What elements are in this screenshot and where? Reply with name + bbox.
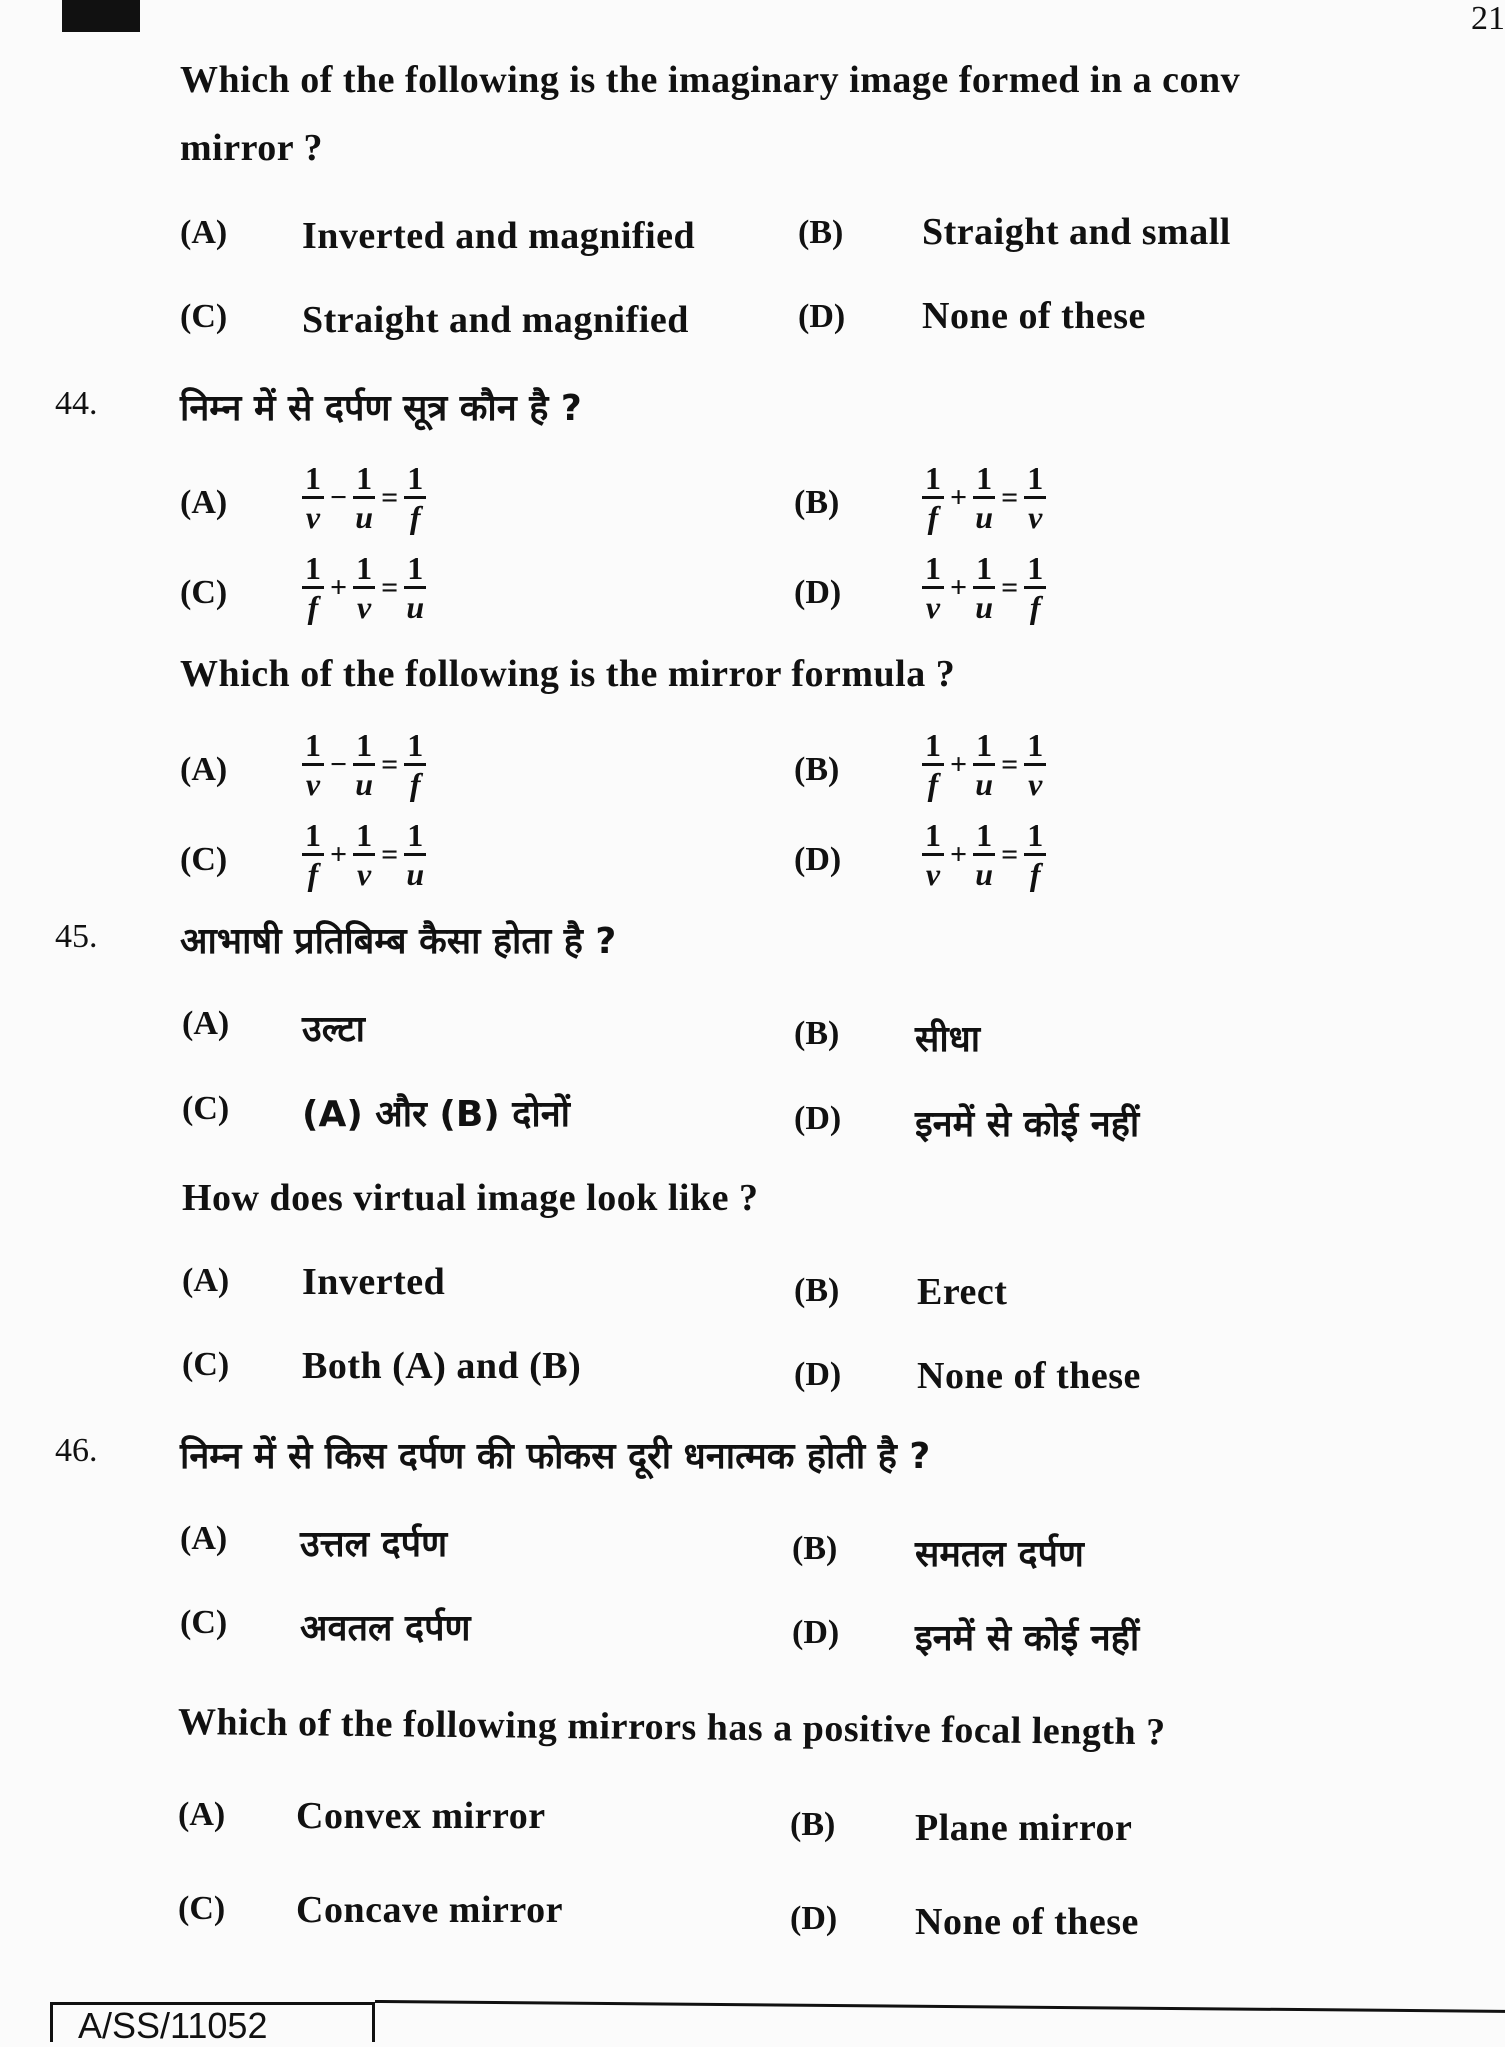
fraction xyxy=(302,462,324,533)
numerator: 1 xyxy=(353,819,375,856)
option-label: (B) xyxy=(794,1272,840,1309)
option-label: (B) xyxy=(794,751,840,788)
option-label: (A) xyxy=(180,751,228,788)
option-label: (A) xyxy=(182,1262,230,1299)
fraction xyxy=(353,729,375,800)
denominator: v xyxy=(305,499,321,535)
option-text: सीधा xyxy=(915,1019,981,1060)
denominator: f xyxy=(1029,589,1041,625)
numerator: 1 xyxy=(353,729,375,766)
operator: + xyxy=(950,570,968,604)
option-label: (A) xyxy=(178,1796,226,1833)
operator: = xyxy=(381,570,399,604)
operator: − xyxy=(330,480,348,514)
denominator: u xyxy=(406,856,425,892)
option-text: None of these xyxy=(915,1901,1139,1943)
denominator: u xyxy=(406,589,425,625)
operator: − xyxy=(330,747,348,781)
option-text: None of these xyxy=(922,295,1146,337)
numerator: 1 xyxy=(1024,552,1046,589)
option-label: (A) xyxy=(180,214,228,251)
denominator: u xyxy=(975,589,993,625)
fraction xyxy=(922,819,944,890)
question-text: How does virtual image look like ? xyxy=(182,1177,759,1219)
denominator: f xyxy=(1029,856,1041,892)
operator: = xyxy=(381,747,399,781)
numerator: 1 xyxy=(973,819,995,856)
option-text: उल्टा xyxy=(302,1009,365,1050)
option-text: अवतल दर्पण xyxy=(300,1608,471,1649)
question-number: 44. xyxy=(55,385,98,422)
option-label: (C) xyxy=(180,1604,228,1641)
option-text: Both (A) and (B) xyxy=(302,1345,582,1387)
denominator: u xyxy=(355,766,373,802)
numerator: 1 xyxy=(404,729,426,766)
option-label: (B) xyxy=(790,1806,836,1843)
numerator: 1 xyxy=(922,462,944,499)
fraction xyxy=(404,552,426,623)
numerator: 1 xyxy=(404,462,426,499)
operator: = xyxy=(381,480,399,514)
fraction xyxy=(1024,819,1046,890)
option-text: Straight and magnified xyxy=(302,299,689,341)
option-text: समतल दर्पण xyxy=(915,1534,1084,1575)
numerator: 1 xyxy=(1024,462,1046,499)
fraction xyxy=(302,552,324,623)
numerator: 1 xyxy=(302,552,324,589)
operator: = xyxy=(1001,747,1019,781)
denominator: v xyxy=(305,766,321,802)
option-label: (C) xyxy=(180,298,228,335)
fraction xyxy=(1024,552,1046,623)
operator: + xyxy=(330,570,348,604)
option-label: (C) xyxy=(182,1346,230,1383)
mirror-formula xyxy=(298,729,430,800)
denominator: f xyxy=(409,499,421,535)
numerator: 1 xyxy=(973,462,995,499)
denominator: v xyxy=(1028,499,1043,535)
question-text: Which of the following mirrors has a positive focal length ? xyxy=(177,1701,1166,1754)
denominator: v xyxy=(357,589,372,625)
question-text-hindi: निम्न में से दर्पण सूत्र कौन है ? xyxy=(180,388,582,429)
option-text: इनमें से कोई नहीं xyxy=(915,1104,1140,1145)
question-text-hindi: निम्न में से किस दर्पण की फोकस दूरी धनात्मक होती है ? xyxy=(180,1436,931,1477)
option-text: उत्तल दर्पण xyxy=(300,1524,448,1565)
option-text: इनमें से कोई नहीं xyxy=(915,1618,1140,1659)
paper-code: A/SS/11052 xyxy=(50,2002,375,2042)
fraction xyxy=(404,729,426,800)
mirror-formula xyxy=(918,729,1050,800)
fraction xyxy=(922,729,944,800)
option-label: (C) xyxy=(180,574,228,611)
operator: + xyxy=(950,747,968,781)
mirror-formula xyxy=(298,462,430,533)
fraction xyxy=(404,819,426,890)
option-label: (B) xyxy=(792,1530,838,1567)
numerator: 1 xyxy=(922,729,944,766)
option-label: (A) xyxy=(180,1520,228,1557)
page-number: 21 xyxy=(1471,0,1505,37)
fraction xyxy=(973,552,995,623)
option-label: (C) xyxy=(178,1890,226,1927)
question-text: mirror ? xyxy=(180,127,323,169)
option-text: Plane mirror xyxy=(915,1807,1133,1849)
numerator: 1 xyxy=(922,819,944,856)
fraction xyxy=(353,462,375,533)
numerator: 1 xyxy=(353,462,375,499)
mirror-formula xyxy=(918,819,1050,890)
operator: + xyxy=(330,837,348,871)
option-label: (B) xyxy=(794,484,840,521)
denominator: f xyxy=(307,856,319,892)
mirror-formula xyxy=(918,552,1050,623)
fraction xyxy=(353,552,375,623)
fraction xyxy=(922,552,944,623)
numerator: 1 xyxy=(404,819,426,856)
option-text: Convex mirror xyxy=(296,1795,546,1837)
option-text: None of these xyxy=(917,1355,1141,1397)
denominator: u xyxy=(975,766,993,802)
option-text: Inverted and magnified xyxy=(302,215,696,257)
option-label: (D) xyxy=(794,1100,842,1137)
numerator: 1 xyxy=(1024,729,1046,766)
numerator: 1 xyxy=(302,819,324,856)
numerator: 1 xyxy=(1024,819,1046,856)
mirror-formula xyxy=(298,819,430,890)
fraction xyxy=(973,462,995,533)
option-label: (A) xyxy=(182,1005,230,1042)
option-label: (D) xyxy=(794,841,842,878)
option-text: Erect xyxy=(917,1271,1008,1313)
mirror-formula xyxy=(918,462,1050,533)
operator: = xyxy=(1001,570,1019,604)
option-label: (B) xyxy=(794,1015,840,1052)
denominator: f xyxy=(927,766,939,802)
operator: = xyxy=(1001,480,1019,514)
fraction xyxy=(973,819,995,890)
denominator: u xyxy=(355,499,373,535)
fraction xyxy=(1024,462,1046,533)
denominator: u xyxy=(975,499,993,535)
option-label: (A) xyxy=(180,484,228,521)
denominator: v xyxy=(357,856,372,892)
operator: = xyxy=(1001,837,1019,871)
option-label: (C) xyxy=(182,1090,230,1127)
numerator: 1 xyxy=(404,552,426,589)
mirror-formula xyxy=(298,552,430,623)
question-text: Which of the following is the mirror formula ? xyxy=(180,653,956,695)
operator: + xyxy=(950,837,968,871)
fraction xyxy=(302,729,324,800)
question-text: Which of the following is the imaginary image formed in a conv xyxy=(180,59,1241,101)
numerator: 1 xyxy=(302,462,324,499)
numerator: 1 xyxy=(922,552,944,589)
option-text: (A) और (B) दोनों xyxy=(302,1094,571,1135)
operator: + xyxy=(950,480,968,514)
denominator: u xyxy=(975,856,993,892)
fraction xyxy=(302,819,324,890)
option-label: (D) xyxy=(798,298,846,335)
numerator: 1 xyxy=(353,552,375,589)
question-number: 46. xyxy=(55,1432,98,1469)
denominator: f xyxy=(409,766,421,802)
fraction xyxy=(1024,729,1046,800)
corner-marker xyxy=(62,0,140,32)
option-text: Concave mirror xyxy=(296,1889,563,1931)
numerator: 1 xyxy=(973,729,995,766)
numerator: 1 xyxy=(302,729,324,766)
option-label: (C) xyxy=(180,841,228,878)
fraction xyxy=(353,819,375,890)
fraction xyxy=(404,462,426,533)
denominator: v xyxy=(925,856,941,892)
numerator: 1 xyxy=(973,552,995,589)
option-label: (B) xyxy=(798,214,844,251)
fraction xyxy=(973,729,995,800)
footer-rule xyxy=(375,2000,1505,2013)
option-label: (D) xyxy=(794,574,842,611)
option-text: Straight and small xyxy=(922,211,1231,253)
operator: = xyxy=(381,837,399,871)
option-text: Inverted xyxy=(302,1261,446,1303)
denominator: v xyxy=(925,589,941,625)
denominator: v xyxy=(1028,766,1043,802)
option-label: (D) xyxy=(794,1356,842,1393)
option-label: (D) xyxy=(790,1900,838,1937)
option-label: (D) xyxy=(792,1614,840,1651)
question-text-hindi: आभाषी प्रतिबिम्ब कैसा होता है ? xyxy=(180,921,617,962)
question-number: 45. xyxy=(55,918,98,955)
denominator: f xyxy=(307,589,319,625)
denominator: f xyxy=(927,499,939,535)
fraction xyxy=(922,462,944,533)
